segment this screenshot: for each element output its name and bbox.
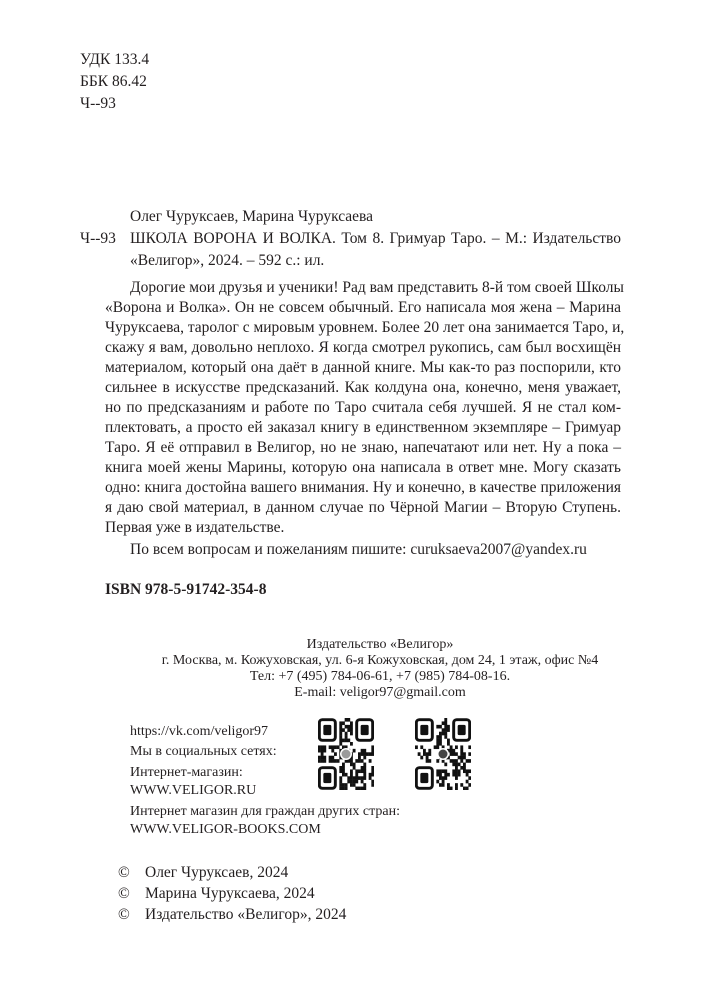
annotation-line: плектовать, а просто ей заказал книгу в единственном экземпляре – Гримуар bbox=[105, 419, 621, 436]
bbk: ББК 86.42 bbox=[80, 73, 147, 90]
annotation-line: Дорогие мои друзья и ученики! Рад вам представить 8-й том своей Школы bbox=[130, 279, 624, 296]
authors: Олег Чуруксаев, Марина Чуруксаева bbox=[130, 208, 374, 225]
intl-shop-label: Интернет магазин для граждан других стран: bbox=[130, 804, 400, 819]
copyright-symbol: © bbox=[118, 885, 130, 902]
copyright-symbol: © bbox=[118, 906, 130, 923]
qr-code-vk-icon bbox=[415, 718, 471, 790]
copyright-symbol: © bbox=[118, 864, 130, 881]
annotation-line: скажу я вам, довольно неплохо. Я когда смотрел рукопись, сам был восхищён bbox=[105, 339, 621, 356]
qr-code-telegram-icon bbox=[318, 718, 374, 790]
annotation-line: Таро. Я её отправил в Велигор, но не знаю, напечатают или нет. Ну а пока – bbox=[105, 439, 621, 456]
copyright-text: Олег Чуруксаев, 2024 bbox=[145, 864, 289, 881]
bib-code: Ч--93 bbox=[80, 230, 116, 247]
annotation-line: сильнее в искусстве предсказаний. Как колдуна она, конечно, меня уважает, bbox=[105, 379, 621, 396]
bib-imprint: «Велигор», 2024. – 592 с.: ил. bbox=[130, 252, 325, 269]
annotation-line: «Ворона и Волка». Он не совсем обычный. Его написала моя жена – Марина bbox=[105, 299, 621, 316]
isbn: ISBN 978-5-91742-354-8 bbox=[105, 581, 267, 598]
udk: УДК 133.4 bbox=[80, 51, 150, 68]
author-code: Ч--93 bbox=[80, 95, 116, 112]
bib-title: ШКОЛА ВОРОНА И ВОЛКА. Том 8. Гримуар Таро. – М.: Издательство bbox=[130, 230, 621, 247]
annotation-line: материалом, который она даёт в данной книге. Мы как-то раз поспорили, кто bbox=[105, 359, 621, 376]
shop-url[interactable]: WWW.VELIGOR.RU bbox=[130, 783, 257, 798]
annotation-line: Первая уже в издательстве. bbox=[105, 519, 285, 536]
copyright-text: Издательство «Велигор», 2024 bbox=[145, 906, 347, 923]
intl-shop-url[interactable]: WWW.VELIGOR-BOOKS.COM bbox=[130, 822, 321, 837]
publisher-name: Издательство «Велигор» bbox=[306, 637, 454, 652]
social-label: Мы в социальных сетях: bbox=[130, 744, 277, 759]
publisher-address: г. Москва, м. Кожуховская, ул. 6-я Кожуховская, дом 24, 1 этаж, офис №4 bbox=[161, 653, 599, 668]
copyright-text: Марина Чуруксаева, 2024 bbox=[145, 885, 315, 902]
publisher-email: E-mail: veligor97@gmail.com bbox=[294, 685, 466, 700]
contact-line: По всем вопросам и пожеланиям пишите: curuksaeva2007@yandex.ru bbox=[130, 541, 587, 558]
vk-link[interactable]: https://vk.com/veligor97 bbox=[130, 724, 269, 739]
annotation-line: но по предсказаниям и работе по Таро считала себя лучшей. Я не стал ком- bbox=[105, 399, 621, 416]
annotation-line: одно: книга достойна вашего внимания. Ну и конечно, в качестве приложения bbox=[105, 479, 621, 496]
shop-label: Интернет-магазин: bbox=[130, 765, 243, 780]
publisher-phone: Тел: +7 (495) 784-06-61, +7 (985) 784-08-16. bbox=[249, 669, 511, 684]
annotation-line: книга моей жены Марины, которую она написала в ответ мне. Могу сказать bbox=[105, 459, 621, 476]
annotation-line: Чуруксаева, таролог с мировым уровнем. Более 20 лет она занимается Таро, и, bbox=[105, 319, 625, 336]
annotation-line: я даю свой материал, в данном случае по Чёрной Магии – Вторую Ступень. bbox=[105, 499, 621, 516]
